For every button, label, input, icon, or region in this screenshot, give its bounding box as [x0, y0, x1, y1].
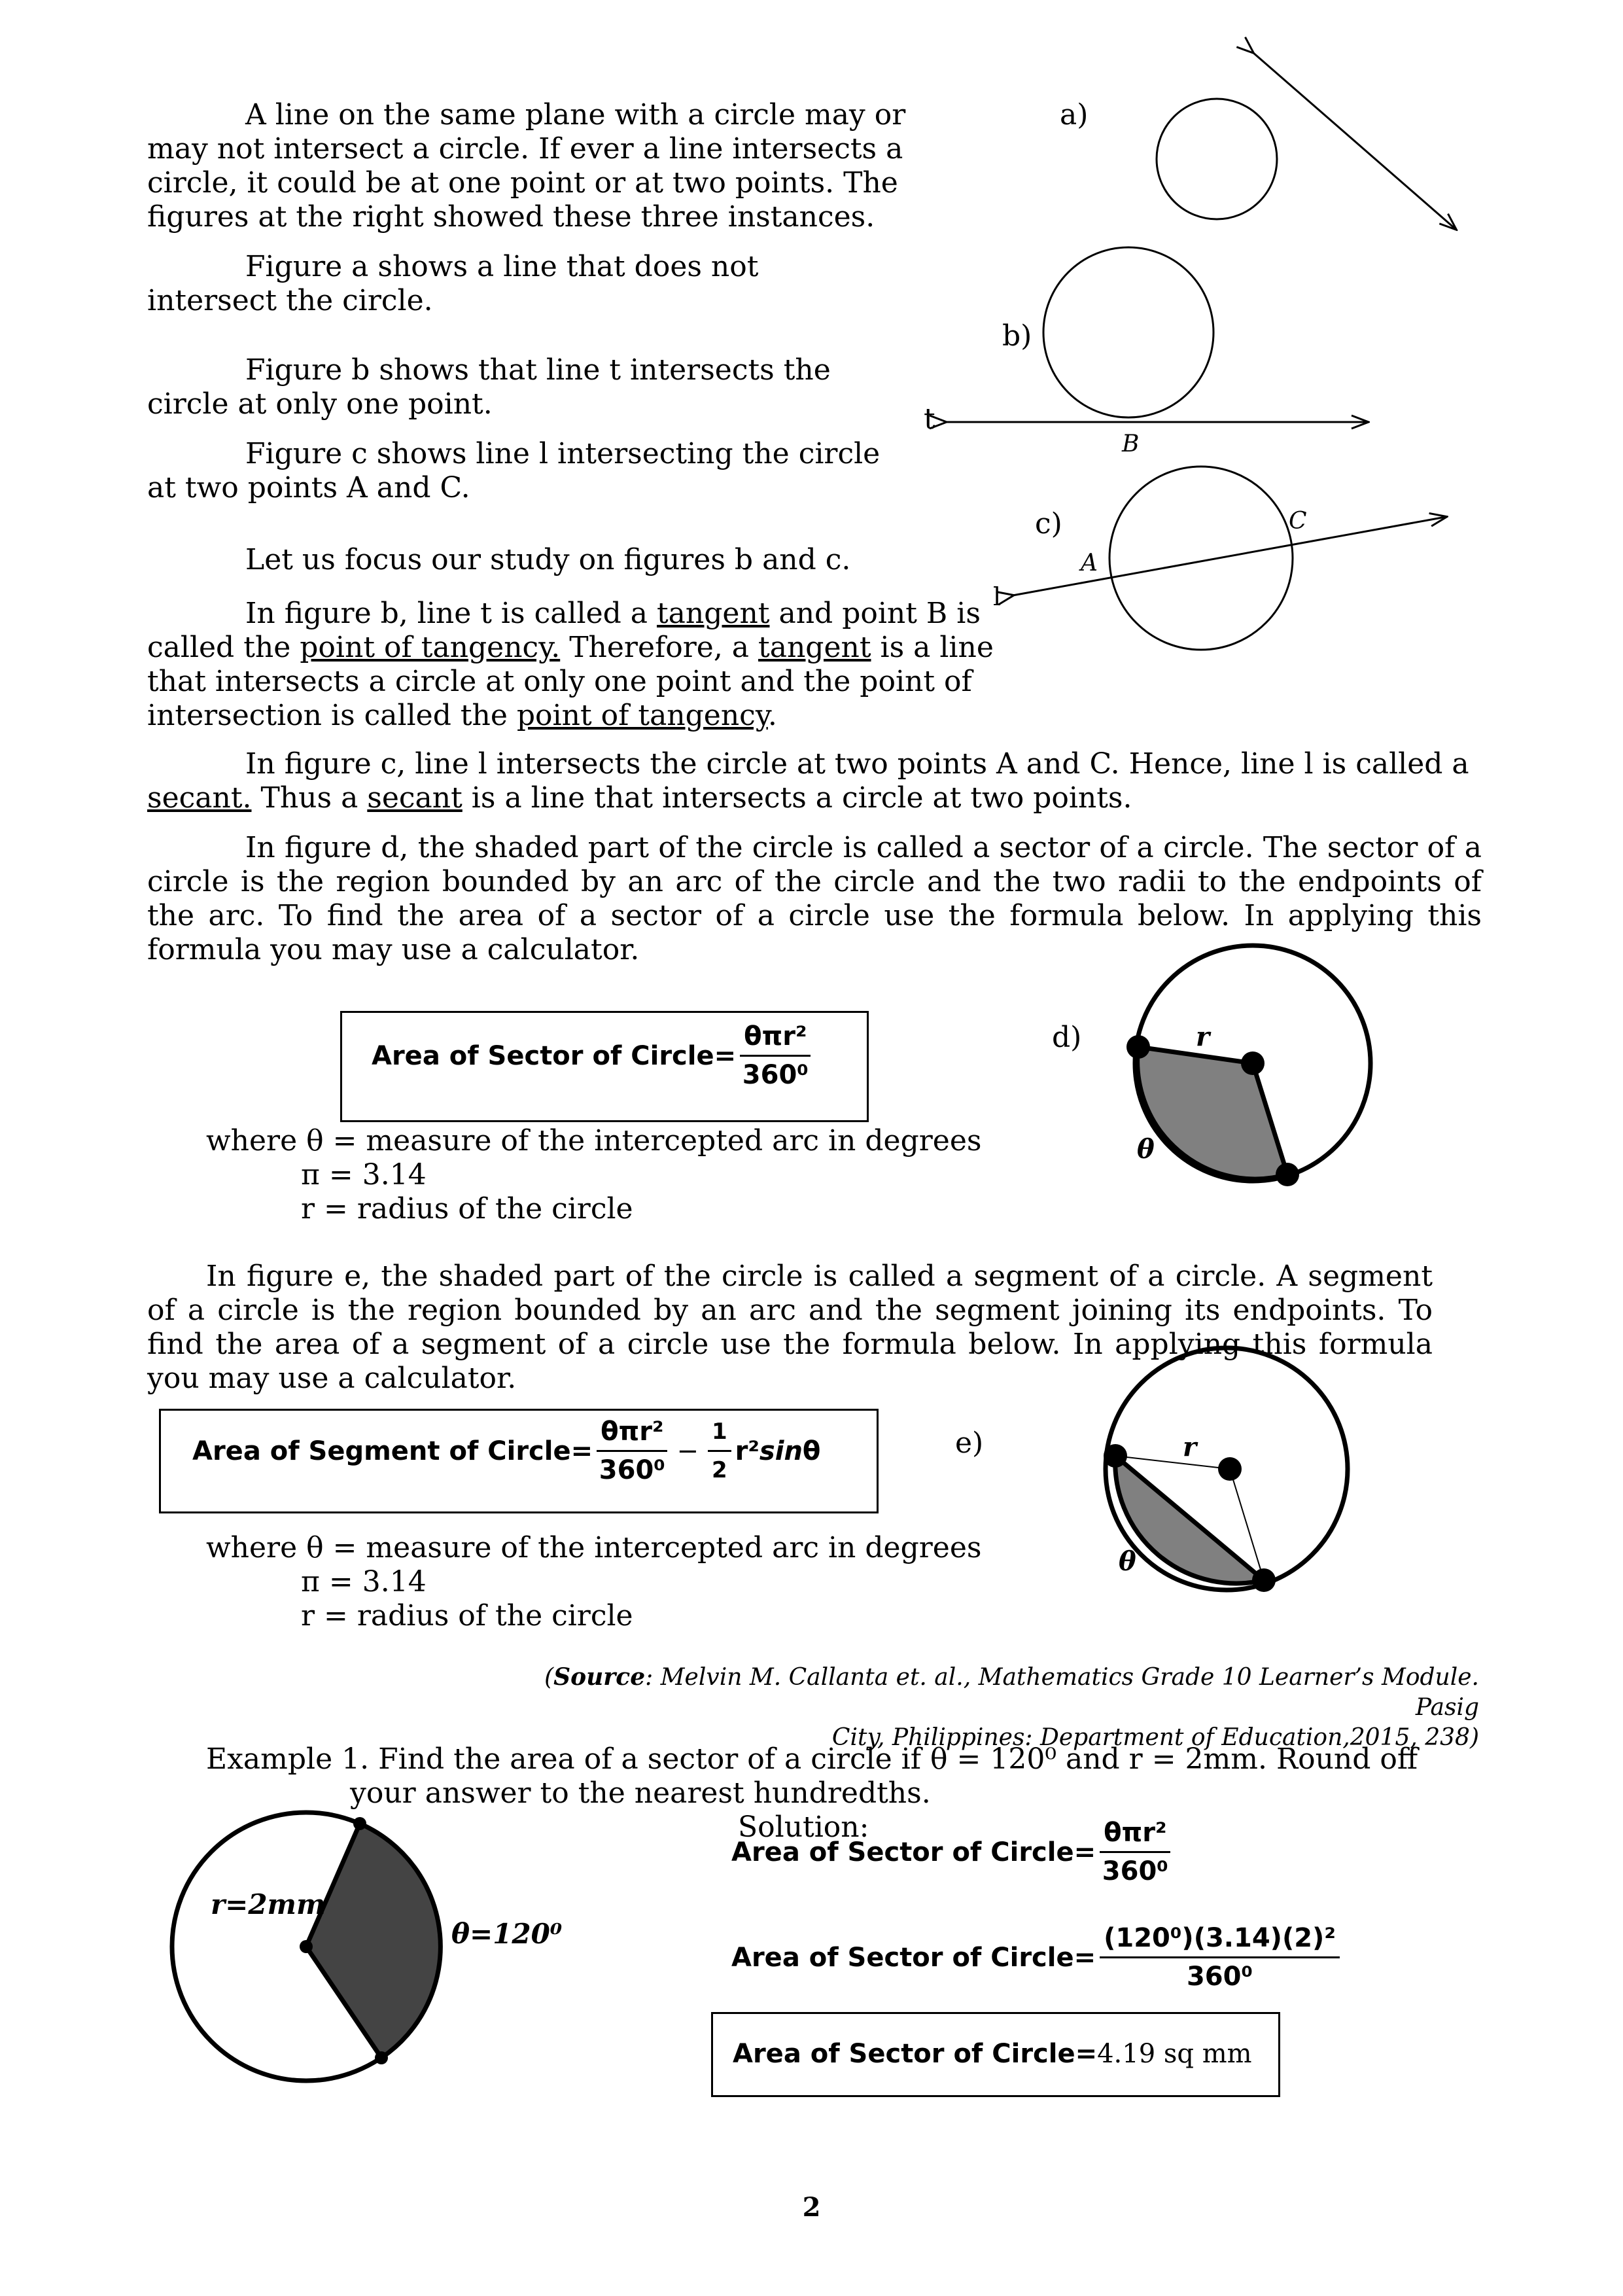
figure-b — [924, 247, 1367, 457]
page-number: 2 — [802, 2192, 821, 2223]
theta-label: θ — [1119, 1546, 1136, 1577]
sector-fraction: $\frac{\text{θπr²}}{\text{360⁰}}$ — [740, 1021, 811, 1091]
sector-formula: Area of Sector of Circle= $\frac{\text{θπr²}}{\text{360⁰}}$ — [372, 1021, 814, 1091]
radius-label: r — [1183, 1432, 1197, 1462]
point-a-label: A — [1081, 550, 1098, 576]
where-line-3: r = radius of the circle — [301, 1192, 633, 1226]
sector-shaded-region — [1138, 1047, 1287, 1179]
figure-e — [955, 1348, 1348, 1592]
figure-c — [993, 467, 1446, 650]
figure-c-circle — [1109, 467, 1293, 650]
where-line-1: where θ = measure of the intercepted arc in degrees — [206, 1124, 982, 1157]
solution-step-1: Area of Sector of Circle= $\frac{\text{θπr²}}{\text{360⁰}}$ — [731, 1817, 1174, 1887]
endpoint-dot — [1104, 1444, 1127, 1468]
endpoint-dot — [353, 1817, 366, 1830]
solution-label: Solution: — [738, 1810, 869, 1844]
figure-c-label: c) — [1035, 507, 1062, 540]
figure-b-circle — [1043, 247, 1213, 417]
where-line-1: where θ = measure of the intercepted arc in degrees — [206, 1531, 982, 1564]
solution-step-2: Area of Sector of Circle= $\frac{\text{(120⁰)(3.14)(2)²}}{\text{360⁰}}$ — [731, 1922, 1344, 1992]
line-l-label: l — [993, 582, 1002, 611]
radius-label: r — [1196, 1021, 1210, 1052]
intro-paragraph-3: Figure b shows that line t intersects the circle at only one point. — [147, 353, 831, 421]
tangent-term: tangent — [758, 631, 871, 664]
center-dot — [1218, 1457, 1242, 1481]
where-line-2: π = 3.14 — [301, 1158, 427, 1192]
intro-paragraph-4: Figure c shows line l intersecting the circle at two points A and C. — [147, 437, 881, 504]
radius-line — [1115, 1456, 1230, 1469]
endpoint-dot — [1276, 1163, 1299, 1186]
endpoint-dot — [1252, 1568, 1276, 1592]
example-theta-label: θ=120⁰ — [451, 1918, 563, 1950]
figure-b-label: b) — [1002, 319, 1032, 353]
figure-a-label: a) — [1060, 98, 1089, 132]
segment-shaded-region — [1115, 1456, 1264, 1583]
segment-formula: Area of Segment of Circle= $\frac{\text{θπr²}}{\text{360⁰}}$ − $\frac{1}{2}$ r² sin θ — [192, 1417, 821, 1485]
tangent-paragraph: In figure b, line t is called a tangent and point B is called the point of tangency. Therefore, a tangent is a line that intersects a circle at only one point and the point of intersection is called the point of tangency. — [147, 597, 994, 732]
example-statement: Example 1. Find the area of a sector of a circle if θ = 120⁰ and r = 2mm. Round off — [206, 1742, 1418, 1776]
line-t-label: t — [924, 402, 935, 436]
answer-label: Area of Sector of Circle= — [733, 2039, 1098, 2069]
point-c-label: C — [1289, 508, 1307, 535]
example-statement-cont: your answer to the nearest hundredths. — [350, 1776, 931, 1810]
point-of-tangency-term: point of tangency — [516, 699, 768, 732]
point-of-tangency-term: point of tangency. — [300, 631, 561, 664]
tangent-term: tangent — [657, 597, 770, 630]
source-citation: (Source: Melvin M. Callanta et. al., Mathematics Grade 10 Learner’s Module. Pasig City, Philippines: Department of Education,2015, 238) — [544, 1663, 1479, 1751]
figure-a — [1060, 52, 1456, 229]
intro-paragraph-2: Figure a shows a line that does not intersect the circle. — [147, 250, 759, 317]
example-figure — [172, 1812, 562, 2081]
point-b-label: B — [1122, 431, 1140, 457]
endpoint-dot — [375, 2051, 388, 2064]
answer-value: 4.19 sq mm — [1097, 2039, 1252, 2069]
figure-e-label: e) — [955, 1426, 984, 1460]
figure-d — [1052, 945, 1370, 1186]
figure-a-circle — [1157, 99, 1277, 219]
segment-paragraph: In figure e, the shaded part of the circle is called a segment of a circle. A segment of a circle is the region bounded by an arc and the segment joining its endpoints. To find the area of a segment of a circle use the formula below. In applying this formula you may use a calculator. — [147, 1260, 1433, 1395]
where-line-3: r = radius of the circle — [301, 1599, 633, 1633]
secant-paragraph: In figure c, line l intersects the circle at two points A and C. Hence, line l is called a secant. Thus a secant is a line that intersects a circle at two points. — [147, 747, 1469, 815]
center-dot — [300, 1940, 313, 1953]
intro-paragraph-1: A line on the same plane with a circle may or may not intersect a circle. If ever a line intersects a circle, it could be at one point or at two points. The figures at the right showed these three instances. — [147, 98, 906, 234]
example-sector-shaded — [306, 1824, 440, 2058]
endpoint-dot — [1126, 1035, 1150, 1059]
where-line-2: π = 3.14 — [301, 1565, 427, 1598]
intro-paragraph-5: Let us focus our study on figures b and c. — [245, 543, 851, 576]
theta-label: θ — [1137, 1134, 1155, 1165]
example-radius-label: r=2mm — [211, 1888, 326, 1920]
secant-term: secant — [367, 781, 462, 815]
figure-d-label: d) — [1052, 1021, 1082, 1054]
figure-a-line — [1253, 52, 1456, 229]
sector-paragraph: In figure d, the shaded part of the circle is called a sector of a circle. The sector of a circle is the region bounded by an arc of the circle and the two radii to the endpoints of the arc. To find the area of a sector of a circle use the formula below. In applying this formula you may use a calculator. — [147, 831, 1482, 966]
center-dot — [1241, 1051, 1265, 1075]
secant-line-l — [1013, 517, 1446, 595]
secant-term: secant. — [147, 781, 252, 815]
